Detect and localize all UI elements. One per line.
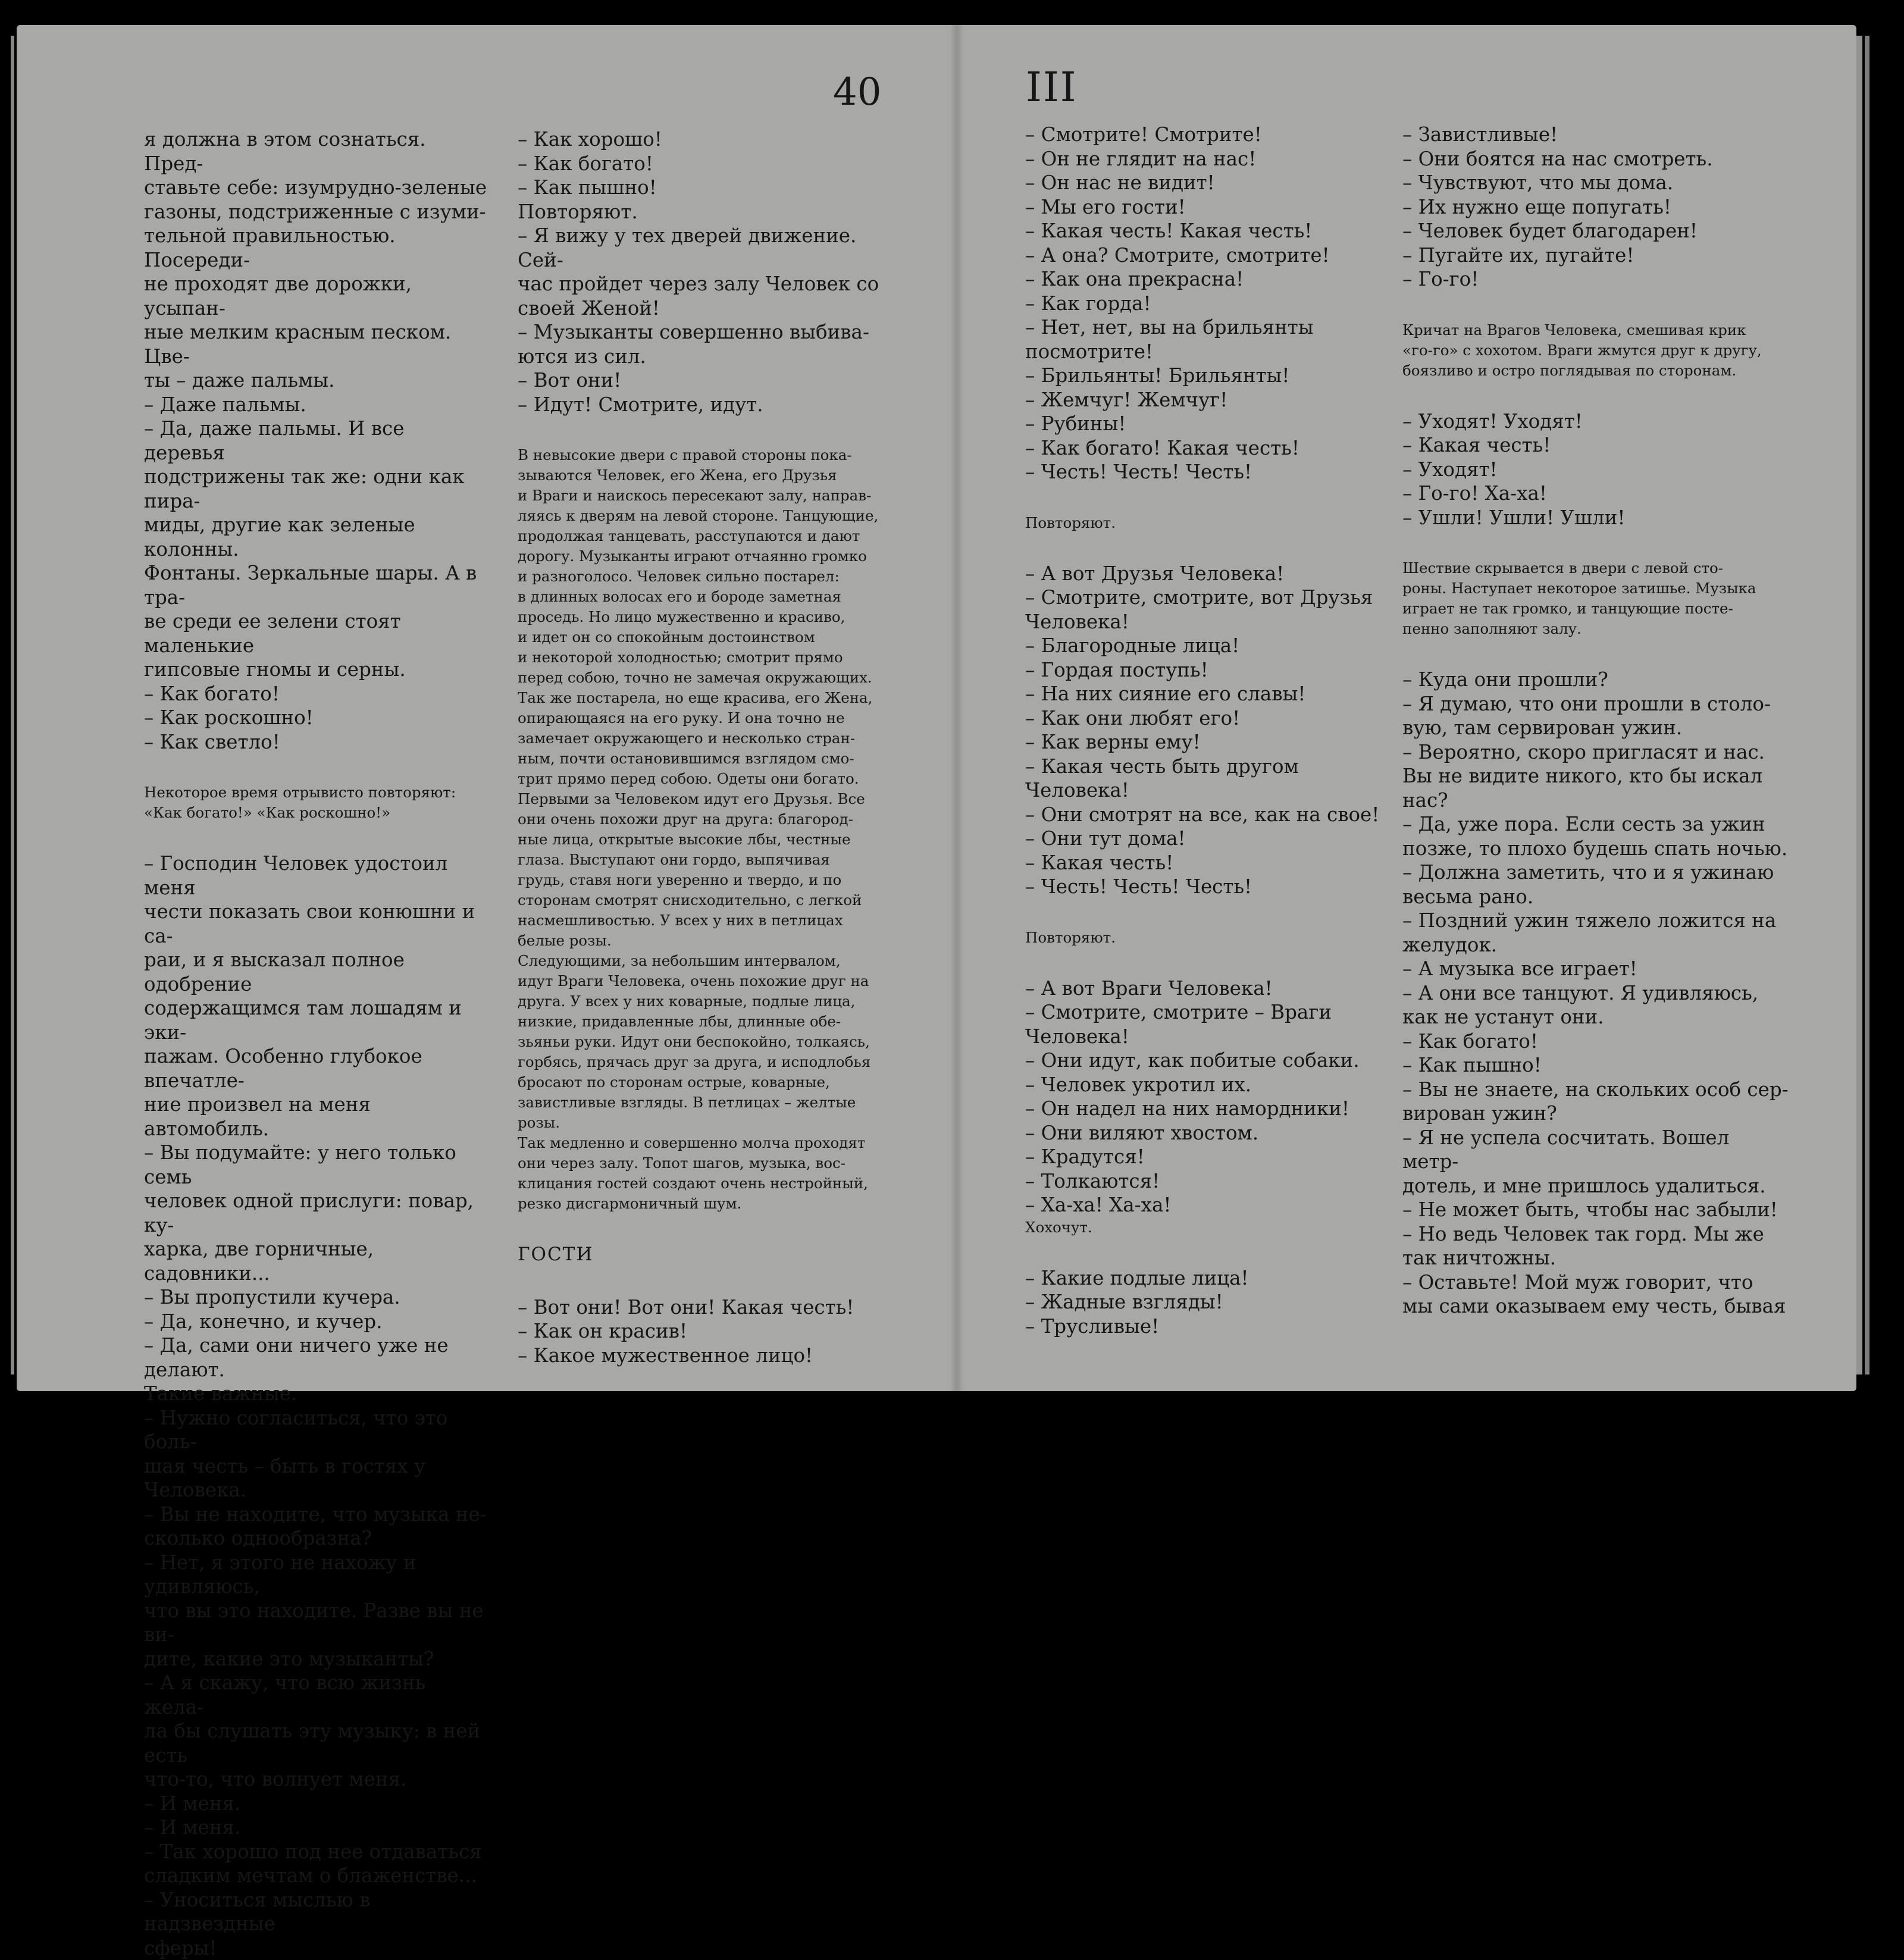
text-line: – Нет, я этого не нахожу и удивляюсь, <box>144 1551 489 1599</box>
page-stack-edge-right <box>1856 36 1862 1374</box>
dialogue-block <box>144 127 489 754</box>
text-line: весьма рано. <box>1402 885 1789 909</box>
text-line: – Как богато! Какая честь! <box>1025 436 1394 461</box>
text-line: – Смотрите! Смотрите! <box>1025 123 1394 147</box>
text-line: – Поздний ужин тяжело ложится на <box>1402 909 1789 933</box>
text-line: – Он не глядит на нас! <box>1025 147 1394 171</box>
text-line: – Пугайте их, пугайте! <box>1402 243 1789 268</box>
block-spacer <box>1402 639 1789 668</box>
text-column-1 <box>144 127 489 1960</box>
text-line: глаза. Выступают они гордо, выпячивая <box>518 850 887 870</box>
text-line: – Нет, нет, вы на брильянты <box>1025 315 1394 340</box>
page-number: 40 <box>833 70 881 114</box>
dialogue-block <box>1025 1266 1394 1339</box>
text-line: Шествие скрывается в двери с левой сто- <box>1402 558 1789 578</box>
text-line: – А они все танцуют. Я удивляюсь, <box>1402 981 1789 1006</box>
block-spacer <box>1025 899 1394 928</box>
text-column-3 <box>1025 123 1394 1338</box>
text-line: посмотрите! <box>1025 340 1394 364</box>
text-line: – А вот Друзья Человека! <box>1025 562 1394 586</box>
block-spacer <box>1402 530 1789 558</box>
text-line: продолжая танцевать, расступаются и дают <box>518 526 887 546</box>
text-line: играет не так громко, и танцующие посте- <box>1402 599 1789 619</box>
text-line: и Враги и наискось пересекают залу, направ- <box>518 486 887 506</box>
text-line: – Гордая поступь! <box>1025 658 1394 682</box>
text-line: подстрижены так же: одни как пира- <box>144 465 489 513</box>
text-line: харка, две горничные, садовники... <box>144 1237 489 1285</box>
text-line: – Как пышно! <box>518 176 887 200</box>
text-line: – Вот они! Вот они! Какая честь! <box>518 1295 887 1320</box>
text-line: позже, то плохо будешь спать ночью. <box>1402 837 1789 861</box>
text-line: вирован ужин? <box>1402 1101 1789 1126</box>
text-line: В невысокие двери с правой стороны пока- <box>518 445 887 465</box>
text-line: чести показать свои конюшни и са- <box>144 900 489 948</box>
dialogue-block <box>518 1295 887 1368</box>
text-line: – Я вижу у тех дверей движение. Сей- <box>518 224 887 272</box>
text-line: дите, какие это музыканты? <box>144 1647 489 1671</box>
text-line: Вы не видите никого, кто бы искал <box>1402 764 1789 788</box>
text-line: Человека! <box>1025 1025 1394 1049</box>
text-line: друга. У всех у них коварные, подлые лица, <box>518 991 887 1012</box>
text-line: мы сами оказываем ему честь, бывая <box>1402 1294 1789 1319</box>
text-line: – Честь! Честь! Честь! <box>1025 460 1394 484</box>
text-line: – Вы не знаете, на скольких особ сер- <box>1402 1078 1789 1102</box>
text-line: – Как она прекрасна! <box>1025 267 1394 292</box>
text-line: – Какое мужественное лицо! <box>518 1344 887 1368</box>
text-line: – Они идут, как побитые собаки. <box>1025 1048 1394 1073</box>
text-line: Так же постарела, но еще красива, его Жена, <box>518 688 887 708</box>
text-line: – Уходят! Уходят! <box>1402 409 1789 434</box>
text-line: – Уходят! <box>1402 458 1789 482</box>
chapter-number: III <box>1026 64 1078 111</box>
text-line: – Как они любят его! <box>1025 706 1394 731</box>
text-line: ным, почти остановившимся взглядом смо- <box>518 749 887 769</box>
text-line: – Должна заметить, что и я ужинаю <box>1402 860 1789 885</box>
text-line: – Так хорошо под нее отдаваться <box>144 1840 489 1864</box>
text-line: бросают по сторонам острые, коварные, <box>518 1072 887 1092</box>
text-line: – Как богато! <box>144 682 489 706</box>
dialogue-block <box>1025 976 1394 1217</box>
text-line: дорогу. Музыканты играют отчаянно громко <box>518 546 887 566</box>
dialogue-block <box>1025 123 1394 484</box>
text-line: тельной правильностью. Посереди- <box>144 224 489 272</box>
text-line: – Какая честь! <box>1025 851 1394 875</box>
text-line: – Как светло! <box>144 730 489 754</box>
text-line: – Он нас не видит! <box>1025 171 1394 195</box>
text-line: и идет он со спокойным достоинством <box>518 627 887 647</box>
text-line: – Они боятся на нас смотреть. <box>1402 147 1789 171</box>
text-line: белые розы. <box>518 931 887 951</box>
text-line: – Вы не находите, что музыка не- <box>144 1502 489 1527</box>
text-line: Хохочут. <box>1025 1217 1394 1238</box>
block-spacer <box>144 754 489 782</box>
text-line: Следующими, за небольшим интервалом, <box>518 951 887 971</box>
text-line: – Да, конечно, и кучер. <box>144 1310 489 1334</box>
text-line: так ничтожны. <box>1402 1246 1789 1270</box>
text-line: – Крадутся! <box>1025 1145 1394 1169</box>
text-line: зываются Человек, его Жена, его Друзья <box>518 465 887 486</box>
stage-direction <box>1025 1217 1394 1238</box>
text-line: зьяньи руки. Идут они беспокойно, толкаясь, <box>518 1032 887 1052</box>
text-line: – Но ведь Человек так горд. Мы же <box>1402 1222 1789 1247</box>
text-line: ла бы слушать эту музыку: в ней есть <box>144 1719 489 1767</box>
text-line: – Они виляют хвостом. <box>1025 1121 1394 1145</box>
text-line: замечает окружающего и несколько стран- <box>518 728 887 749</box>
text-line: – Вот они! <box>518 368 887 393</box>
text-line: – Жадные взгляды! <box>1025 1290 1394 1314</box>
text-line: ве среди ее зелени стоят маленькие <box>144 609 489 657</box>
text-line: – Трусливые! <box>1025 1314 1394 1339</box>
text-line: – Да, даже пальмы. И все деревья <box>144 417 489 465</box>
stage-direction <box>1025 928 1394 948</box>
block-spacer <box>144 823 489 851</box>
text-line: Первыми за Человеком идут его Друзья. Все <box>518 789 887 809</box>
text-line: они очень похожи друг на друга: благород- <box>518 809 887 829</box>
text-line: Кричат на Врагов Человека, смешивая крик <box>1402 320 1789 340</box>
text-line: Фонтаны. Зеркальные шары. А в тра- <box>144 561 489 609</box>
text-line: – Мы его гости! <box>1025 195 1394 220</box>
text-line: «го-го» с хохотом. Враги жмутся друг к другу, <box>1402 340 1789 361</box>
text-line: – Я не успела сосчитать. Вошел метр- <box>1402 1126 1789 1174</box>
block-spacer <box>1025 1238 1394 1266</box>
dialogue-block <box>1402 123 1789 292</box>
text-line: ные лица, открытые высокие лбы, честные <box>518 829 887 850</box>
text-line: желудок. <box>1402 933 1789 957</box>
text-line: – Идут! Смотрите, идут. <box>518 393 887 417</box>
text-line: Повторяют. <box>1025 513 1394 533</box>
text-line: они через залу. Топот шагов, музыка, вос- <box>518 1153 887 1173</box>
text-line: – Как богато! <box>518 152 887 176</box>
text-line: Повторяют. <box>1025 928 1394 948</box>
stage-direction <box>1402 320 1789 381</box>
text-line: клицания гостей создают очень нестройный, <box>518 1173 887 1194</box>
text-line: – Вы подумайте: у него только семь <box>144 1141 489 1189</box>
text-line: – Ушли! Ушли! Ушли! <box>1402 506 1789 530</box>
text-line: боязливо и остро поглядывая по сторонам. <box>1402 361 1789 381</box>
text-line: – Их нужно еще попугать! <box>1402 195 1789 220</box>
text-line: перед собою, точно не замечая окружающих. <box>518 668 887 688</box>
text-line: ние произвел на меня автомобиль. <box>144 1092 489 1141</box>
text-column-4 <box>1402 123 1789 1319</box>
block-spacer <box>1025 948 1394 976</box>
text-line: – Как он красив! <box>518 1319 887 1344</box>
text-line: – А я скажу, что всю жизнь жела- <box>144 1671 489 1719</box>
text-line: – Нужно согласиться, что это боль- <box>144 1406 489 1454</box>
stage-direction <box>1025 513 1394 533</box>
text-line: не проходят две дорожки, усыпан- <box>144 272 489 320</box>
text-line: проседь. Но лицо мужественно и красиво, <box>518 607 887 627</box>
text-line: насмешливостью. У всех у них в петлицах <box>518 910 887 931</box>
text-line: Некоторое время отрывисто повторяют: <box>144 782 489 803</box>
text-line: сладким мечтам о блаженстве... <box>144 1864 489 1888</box>
block-spacer <box>1025 533 1394 562</box>
text-line: – Как богато! <box>1402 1029 1789 1054</box>
text-line: розы. <box>518 1113 887 1133</box>
text-line: роны. Наступает некоторое затишье. Музыка <box>1402 578 1789 599</box>
text-line: что вы это находите. Разве вы не ви- <box>144 1599 489 1647</box>
dialogue-block <box>518 127 887 417</box>
text-line: – Куда они прошли? <box>1402 668 1789 692</box>
text-line: Такие важные. <box>144 1382 489 1406</box>
text-line: «Как богато!» «Как роскошно!» <box>144 803 489 823</box>
text-line: – Рубины! <box>1025 412 1394 436</box>
block-spacer <box>518 417 887 445</box>
text-line: – Как пышно! <box>1402 1053 1789 1078</box>
text-line: час пройдет через залу Человек со <box>518 272 887 296</box>
text-line: – Даже пальмы. <box>144 393 489 417</box>
text-line: шая честь – быть в гостях у Человека. <box>144 1454 489 1502</box>
block-spacer <box>1402 292 1789 320</box>
text-line: – Какая честь быть другом Человека! <box>1025 754 1394 803</box>
text-line: – Чувствуют, что мы дома. <box>1402 171 1789 195</box>
text-line: я должна в этом сознаться. Пред- <box>144 127 489 176</box>
text-line: как не устанут они. <box>1402 1005 1789 1029</box>
text-line: газоны, подстриженные с изуми- <box>144 200 489 224</box>
text-line: пенно заполняют залу. <box>1402 619 1789 639</box>
text-line: сколько однообразна? <box>144 1526 489 1551</box>
page-stack-edge-left <box>11 36 14 1374</box>
block-spacer <box>1402 381 1789 409</box>
text-line: ются из сил. <box>518 345 887 369</box>
text-line: – Как горда! <box>1025 292 1394 316</box>
text-line: – А она? Смотрите, смотрите! <box>1025 243 1394 268</box>
text-line: Так медленно и совершенно молча проходят <box>518 1133 887 1153</box>
text-line: – А музыка все играет! <box>1402 957 1789 981</box>
text-line: ты – даже пальмы. <box>144 368 489 393</box>
text-line: ляясь к дверям на левой стороне. Танцующие, <box>518 506 887 526</box>
text-line: вую, там сервирован ужин. <box>1402 716 1789 740</box>
text-line: – Какая честь! <box>1402 433 1789 458</box>
book-gutter <box>950 25 964 1391</box>
block-spacer <box>518 1214 887 1242</box>
dialogue-block <box>1402 668 1789 1319</box>
text-line: горбясь, прячась друг за друга, и исподлобья <box>518 1052 887 1072</box>
text-line: – Как верны ему! <box>1025 730 1394 754</box>
stage-direction <box>1402 558 1789 639</box>
text-line: – Какие подлые лица! <box>1025 1266 1394 1291</box>
page-stack-edge-right-outer <box>1865 36 1869 1374</box>
text-column-2 <box>518 127 887 1367</box>
block-spacer <box>1025 484 1394 513</box>
text-line: – Брильянты! Брильянты! <box>1025 364 1394 388</box>
text-line: грудь, ставя ноги уверенно и твердо, и по <box>518 870 887 890</box>
text-line: Человека! <box>1025 610 1394 634</box>
text-line: – Смотрите, смотрите, вот Друзья <box>1025 586 1394 610</box>
dialogue-block <box>1025 562 1394 899</box>
text-line: – Завистливые! <box>1402 123 1789 147</box>
text-line: – Господин Человек удостоил меня <box>144 851 489 900</box>
text-line: – Я думаю, что они прошли в столо- <box>1402 692 1789 716</box>
block-spacer <box>518 1267 887 1295</box>
text-line: дотель, и мне пришлось удалиться. <box>1402 1174 1789 1198</box>
text-line: – Они смотрят на все, как на свое! <box>1025 803 1394 827</box>
text-line: сферы! <box>144 1936 489 1960</box>
text-line: – Да, сами они ничего уже не делают. <box>144 1333 489 1382</box>
text-line: в длинных волосах его и бороде заметная <box>518 587 887 607</box>
text-line: – А вот Враги Человека! <box>1025 976 1394 1001</box>
text-line: – Да, уже пора. Если сесть за ужин <box>1402 812 1789 837</box>
text-line: завистливые взгляды. В петлицах – желтые <box>518 1092 887 1113</box>
text-line: – Музыканты совершенно выбива- <box>518 320 887 345</box>
text-line: низкие, придавленные лбы, длинные обе- <box>518 1012 887 1032</box>
text-line: – Уноситься мыслью в надзвездные <box>144 1888 489 1936</box>
text-line: – Как хорошо! <box>518 127 887 152</box>
text-line: – Они тут дома! <box>1025 826 1394 851</box>
text-line: что-то, что волнует меня. <box>144 1767 489 1792</box>
text-line: раи, и я высказал полное одобрение <box>144 948 489 996</box>
text-line: нас? <box>1402 788 1789 813</box>
text-line: – И меня. <box>144 1815 489 1840</box>
text-line: пажам. Особенно глубокое впечатле- <box>144 1044 489 1092</box>
text-line: опирающаяся на его руку. И она точно не <box>518 708 887 728</box>
dialogue-block <box>144 851 489 1960</box>
text-line: идут Враги Человека, очень похожие друг на <box>518 971 887 991</box>
stage-direction <box>144 782 489 823</box>
text-line: – Не может быть, чтобы нас забыли! <box>1402 1198 1789 1222</box>
text-line: – Го-го! Ха-ха! <box>1402 481 1789 506</box>
text-line: миды, другие как зеленые колонны. <box>144 513 489 561</box>
text-line: трит прямо перед собою. Одеты они богато. <box>518 769 887 789</box>
text-line: – Как роскошно! <box>144 706 489 730</box>
text-line: своей Женой! <box>518 296 887 321</box>
text-line: гипсовые гномы и серны. <box>144 657 489 682</box>
text-line: – Жемчуг! Жемчуг! <box>1025 388 1394 412</box>
text-line: – Смотрите, смотрите – Враги <box>1025 1000 1394 1025</box>
speaker-heading <box>518 1242 887 1267</box>
text-line: резко дисгармоничный шум. <box>518 1194 887 1214</box>
text-line: сторонам смотрят снисходительно, с легкой <box>518 890 887 910</box>
text-line: и разноголосо. Человек сильно постарел: <box>518 566 887 587</box>
text-line: – Человек будет благодарен! <box>1402 219 1789 243</box>
text-line: – Вы пропустили кучера. <box>144 1285 489 1310</box>
dialogue-block <box>1402 409 1789 530</box>
text-line: ГОСТИ <box>518 1242 887 1267</box>
text-line: – Ха-ха! Ха-ха! <box>1025 1193 1394 1217</box>
text-line: – Вероятно, скоро пригласят и нас. <box>1402 740 1789 765</box>
text-line: человек одной прислуги: повар, ку- <box>144 1189 489 1237</box>
text-line: – Какая честь! Какая честь! <box>1025 219 1394 243</box>
text-line: ставьте себе: изумрудно-зеленые <box>144 176 489 200</box>
text-line: – Человек укротил их. <box>1025 1073 1394 1097</box>
text-line: – Го-го! <box>1402 267 1789 292</box>
text-line: – Он надел на них намордники! <box>1025 1097 1394 1121</box>
text-line: ные мелким красным песком. Цве- <box>144 320 489 368</box>
text-line: – Оставьте! Мой муж говорит, что <box>1402 1270 1789 1295</box>
text-line: – Благородные лица! <box>1025 634 1394 658</box>
text-line: Повторяют. <box>518 200 887 224</box>
text-line: – На них сияние его славы! <box>1025 682 1394 706</box>
text-line: – Честь! Честь! Честь! <box>1025 875 1394 899</box>
text-line: содержащимся там лошадям и эки- <box>144 996 489 1044</box>
stage-direction <box>518 445 887 1214</box>
text-line: – Толкаются! <box>1025 1169 1394 1194</box>
text-line: – И меня. <box>144 1792 489 1816</box>
text-line: и некоторой холодностью; смотрит прямо <box>518 647 887 668</box>
